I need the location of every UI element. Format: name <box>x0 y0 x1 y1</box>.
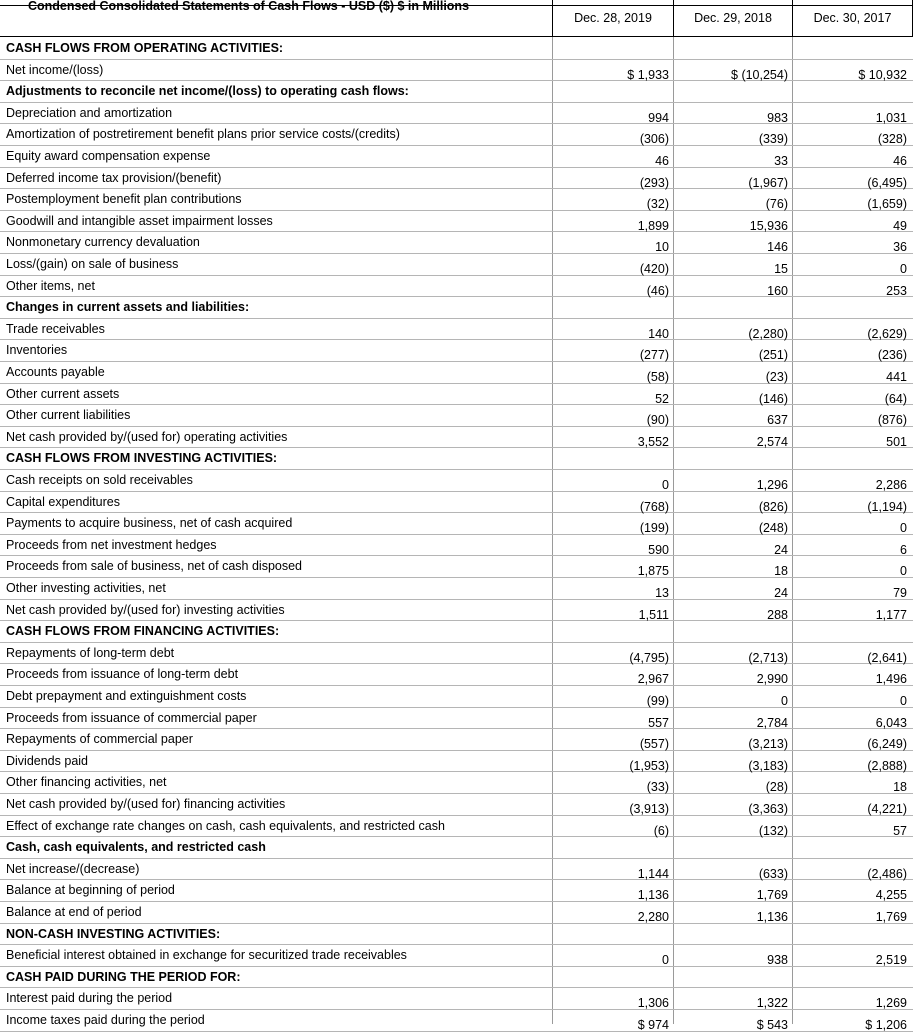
section-heading: NON-CASH INVESTING ACTIVITIES: <box>6 926 221 941</box>
cell-value: 52 <box>655 391 669 406</box>
row-label: Net increase/(decrease) <box>6 861 140 876</box>
row-label: Depreciation and amortization <box>6 105 173 120</box>
cell-value: 1,769 <box>875 910 907 924</box>
cell-value: 13 <box>655 586 669 600</box>
cell-value: (146) <box>758 391 788 406</box>
cell-value: $ 10,932 <box>858 67 907 82</box>
cell-value: 0 <box>900 564 907 579</box>
section-heading: CASH FLOWS FROM INVESTING ACTIVITIES: <box>6 451 278 466</box>
cell-value: (28) <box>765 780 788 795</box>
cell-value: 18 <box>893 780 907 795</box>
row-label: Net income/(loss) <box>6 62 104 77</box>
cell-value: (557) <box>639 737 669 752</box>
cell-value: 1,144 <box>637 866 669 881</box>
cell-value: (251) <box>758 348 788 363</box>
cell-value: $ 1,933 <box>627 67 669 82</box>
row-label: Income taxes paid during the period <box>6 1013 205 1027</box>
cell-value: 6 <box>900 542 907 557</box>
cell-value: (46) <box>646 283 669 298</box>
section-heading: Adjustments to reconcile net income/(loss) to operating cash flows: <box>6 84 409 99</box>
cell-value: 1,899 <box>637 218 669 233</box>
cell-value: (277) <box>639 348 669 363</box>
row-label: Repayments of commercial paper <box>6 732 193 747</box>
section-heading: Changes in current assets and liabilities: <box>6 300 250 315</box>
row-label: Capital expenditures <box>6 494 120 509</box>
cell-value: (3,213) <box>748 737 788 752</box>
row-label: Beneficial interest obtained in exchange for securitized trade receivables <box>6 948 407 963</box>
table-title <box>0 0 552 37</box>
cell-value: (1,659) <box>867 197 907 212</box>
cell-value: 1,511 <box>638 607 669 622</box>
cell-value: 1,322 <box>756 996 788 1011</box>
cell-value: 1,136 <box>756 910 788 924</box>
cell-value: 1,769 <box>756 888 788 903</box>
cell-value: (132) <box>758 823 788 838</box>
column-divider <box>792 37 793 1024</box>
row-label: Proceeds from issuance of commercial paper <box>6 710 257 725</box>
cell-value: (248) <box>758 521 788 536</box>
cell-value: 146 <box>767 240 788 255</box>
row-label: Inventories <box>6 343 68 358</box>
cell-value: 46 <box>893 154 907 168</box>
cell-value: (306) <box>639 132 669 147</box>
cell-value: 4,255 <box>875 888 907 903</box>
row-divider <box>0 642 913 643</box>
row-label: Debt prepayment and extinguishment costs <box>6 689 247 703</box>
cell-value: (23) <box>765 370 788 384</box>
cell-value: (6,495) <box>867 175 907 190</box>
row-label: Net cash provided by/(used for) financing activities <box>6 797 286 811</box>
section-heading: CASH FLOWS FROM FINANCING ACTIVITIES: <box>6 624 280 639</box>
cell-value: $ 1,206 <box>865 1018 907 1032</box>
cell-value: 160 <box>767 283 788 298</box>
cell-value: (3,363) <box>748 802 788 816</box>
row-label: Other items, net <box>6 278 95 293</box>
cell-value: (2,629) <box>867 326 907 341</box>
row-label: Net cash provided by/(used for) investing activities <box>6 602 285 617</box>
row-label: Balance at beginning of period <box>6 883 175 898</box>
cell-value: (2,280) <box>748 326 788 341</box>
cell-value: (90) <box>646 413 669 428</box>
column-divider <box>673 37 674 1024</box>
cell-value: (2,713) <box>748 650 788 665</box>
cell-value: 1,136 <box>637 888 669 903</box>
cell-value: (1,194) <box>867 499 907 514</box>
cell-value: 938 <box>767 953 788 968</box>
cell-value: (199) <box>639 521 669 536</box>
cell-value: (3,183) <box>748 758 788 773</box>
cell-value: (58) <box>646 370 669 384</box>
cell-value: 501 <box>886 434 907 449</box>
row-label: Proceeds from sale of business, net of cash disposed <box>6 559 302 574</box>
row-label: Proceeds from net investment hedges <box>6 537 217 552</box>
section-heading: Cash, cash equivalents, and restricted cash <box>6 840 266 855</box>
cell-value: 15 <box>774 262 788 276</box>
column-divider <box>552 37 553 1024</box>
row-label: Trade receivables <box>6 321 105 336</box>
cell-value: 0 <box>900 521 907 536</box>
cell-value: (826) <box>758 499 788 514</box>
row-divider <box>0 987 913 988</box>
cell-value: (236) <box>877 348 907 363</box>
cell-value: 1,296 <box>756 478 788 492</box>
cell-value: 1,306 <box>637 996 669 1011</box>
cell-value: (4,221) <box>867 802 907 816</box>
row-divider <box>0 59 913 60</box>
row-label: Goodwill and intangible asset impairment losses <box>6 213 273 228</box>
cell-value: $ 974 <box>637 1018 669 1032</box>
row-divider <box>0 858 913 859</box>
row-label: Net cash provided by/(used for) operating activities <box>6 429 288 444</box>
cell-value: 1,875 <box>637 564 669 579</box>
cell-value: 557 <box>648 715 669 730</box>
cell-value: (339) <box>758 132 788 147</box>
cell-value: 10 <box>655 240 669 255</box>
row-label: Amortization of postretirement benefit plans prior service costs/(credits) <box>6 127 400 142</box>
cell-value: 18 <box>774 564 788 579</box>
cell-value: 1,269 <box>875 996 907 1011</box>
cell-value: (32) <box>646 197 669 212</box>
row-label: Other investing activities, net <box>6 581 166 595</box>
cell-value: (76) <box>765 197 788 212</box>
row-label: Other financing activities, net <box>6 775 167 790</box>
row-divider <box>0 318 913 319</box>
cell-value: 2,990 <box>756 672 788 687</box>
cell-value: 2,286 <box>875 478 907 492</box>
cell-value: 0 <box>900 262 907 276</box>
row-label: Nonmonetary currency devaluation <box>6 235 200 250</box>
cell-value: (2,641) <box>867 650 907 665</box>
cell-value: (4,795) <box>629 650 669 665</box>
cell-value: 6,043 <box>875 715 907 730</box>
cell-value: (328) <box>877 132 907 147</box>
cell-value: 24 <box>774 542 788 557</box>
cell-value: 2,574 <box>756 434 788 449</box>
cell-value: (876) <box>877 413 907 428</box>
row-label: Effect of exchange rate changes on cash, cash equivalents, and restricted cash <box>6 818 445 833</box>
row-label: Repayments of long-term debt <box>6 645 175 660</box>
cell-value: (6) <box>653 823 669 838</box>
cell-value: (3,913) <box>629 802 669 816</box>
cell-value: (2,888) <box>867 758 907 773</box>
cell-value: 33 <box>774 154 788 168</box>
cell-value: 0 <box>900 694 907 708</box>
row-label: Payments to acquire business, net of cash acquired <box>6 516 293 531</box>
cell-value: 2,784 <box>756 715 788 730</box>
cell-value: 49 <box>893 218 907 233</box>
cell-value: (64) <box>884 391 907 406</box>
cell-value: 24 <box>774 586 788 600</box>
cell-value: (420) <box>639 262 669 276</box>
cell-value: 0 <box>781 694 788 708</box>
cell-value: (1,967) <box>748 175 788 190</box>
row-label: Dividends paid <box>6 753 88 768</box>
cell-value: 590 <box>648 542 669 557</box>
cell-value: (33) <box>646 780 669 795</box>
cell-value: 253 <box>886 283 907 298</box>
row-label: Balance at end of period <box>6 905 142 919</box>
cell-value: 15,936 <box>749 218 788 233</box>
cell-value: 2,519 <box>875 953 907 968</box>
cell-value: (6,249) <box>867 737 907 752</box>
row-label: Other current liabilities <box>6 408 131 423</box>
row-label: Cash receipts on sold receivables <box>6 473 193 487</box>
row-label: Interest paid during the period <box>6 991 173 1006</box>
section-heading: CASH PAID DURING THE PERIOD FOR: <box>6 969 241 984</box>
row-divider <box>0 102 913 103</box>
cell-value: 1,177 <box>875 607 907 622</box>
cell-value: 57 <box>893 823 907 838</box>
cell-value: 46 <box>655 154 669 168</box>
row-label: Loss/(gain) on sale of business <box>6 257 179 271</box>
cell-value: (293) <box>639 175 669 190</box>
cell-value: 0 <box>662 953 669 968</box>
cell-value: 0 <box>662 478 669 492</box>
cell-value: (99) <box>646 694 669 708</box>
cell-value: 983 <box>767 110 788 125</box>
column-header-2019: Dec. 28, 2019 <box>552 0 673 37</box>
table-title-text: Condensed Consolidated Statements of Cash Flows - USD ($) $ in Millions <box>28 0 470 13</box>
column-header-2017: Dec. 30, 2017 <box>792 0 913 37</box>
row-label: Equity award compensation expense <box>6 149 211 163</box>
cell-value: 288 <box>767 607 788 622</box>
cell-value: 36 <box>893 240 907 255</box>
row-label: Postemployment benefit plan contributions <box>6 192 242 207</box>
row-label: Accounts payable <box>6 365 105 379</box>
cell-value: (1,953) <box>629 758 669 773</box>
cell-value: (2,486) <box>867 866 907 881</box>
cell-value: 2,280 <box>637 910 669 924</box>
row-divider <box>0 944 913 945</box>
cell-value: 1,031 <box>875 110 907 125</box>
cell-value: 637 <box>767 413 788 428</box>
cell-value: 441 <box>886 370 907 384</box>
row-label: Proceeds from issuance of long-term debt <box>6 667 239 682</box>
row-label: Deferred income tax provision/(benefit) <box>6 170 222 185</box>
row-divider <box>0 469 913 470</box>
section-heading: CASH FLOWS FROM OPERATING ACTIVITIES: <box>6 41 284 55</box>
cell-value: 994 <box>648 110 669 125</box>
column-header-2018: Dec. 29, 2018 <box>673 0 792 37</box>
row-label: Other current assets <box>6 386 120 401</box>
cell-value: 3,552 <box>637 434 669 449</box>
cell-value: $ 543 <box>756 1018 788 1032</box>
cell-value: 79 <box>893 586 907 600</box>
cell-value: 2,967 <box>637 672 669 687</box>
cell-value: 140 <box>648 326 669 341</box>
cell-value: 1,496 <box>875 672 907 687</box>
cell-value: $ (10,254) <box>731 67 788 82</box>
cell-value: (768) <box>639 499 669 514</box>
cell-value: (633) <box>758 866 788 881</box>
